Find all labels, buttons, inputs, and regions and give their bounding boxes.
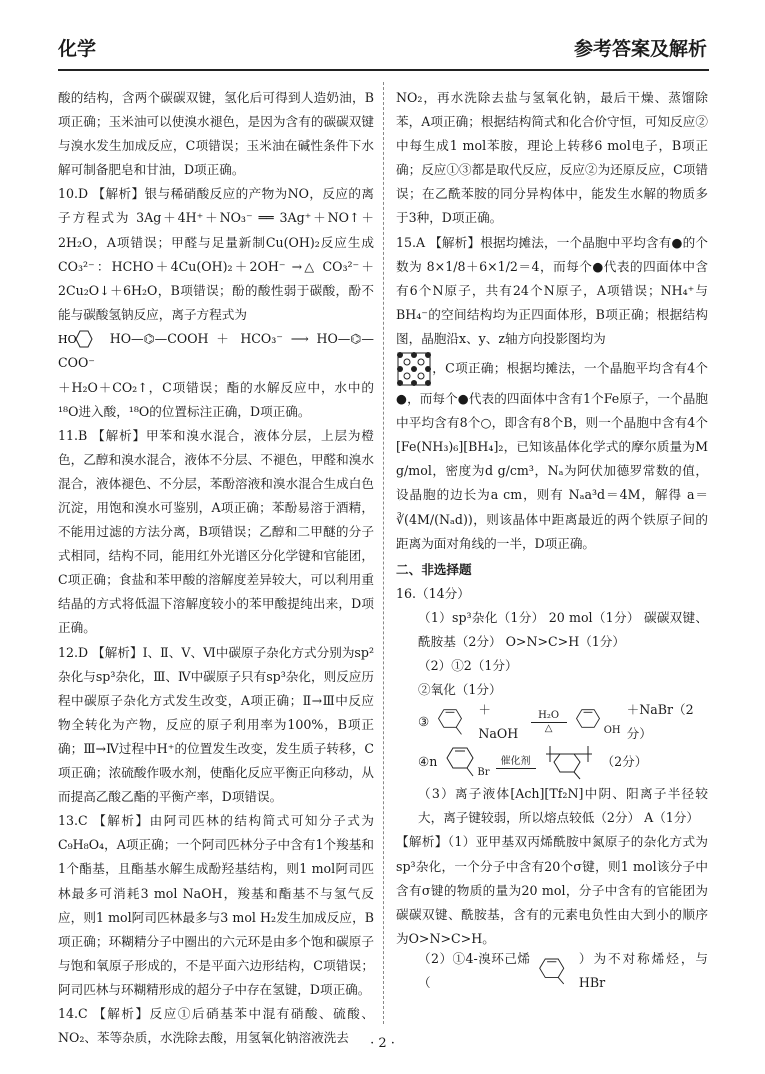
reaction-3-label: ③	[418, 714, 430, 730]
condition-bottom: △	[544, 722, 553, 734]
answer-10: 10.D 【解析】银与稀硝酸反应的产物为NO，反应的离子方程式为 3Ag＋4H⁺＋NO₃⁻ ══ 3Ag⁺＋NO↑＋2H₂O，A项错误；甲醛与足量新制Cu(OH)₂反应生成CO₃²⁻：HCHO＋4Cu(OH)₂＋2OH⁻ →△ CO₃²⁻＋2Cu₂O↓＋6H₂O，B项错误；酚的酸性弱于碳酸，酚不能与碳酸氢钠反应，离子方程式为	[58, 186, 374, 322]
reaction-4-score: （2分）	[601, 754, 648, 770]
q16-reaction-4	[396, 742, 708, 782]
right-column	[396, 86, 708, 991]
cyclohexene-br-icon	[435, 702, 472, 742]
q16-part2b: ②氧化（1分）	[418, 682, 502, 698]
analysis-2-end: ）为不对称烯烃，与HBr	[578, 950, 708, 990]
reaction-4-label: ④n	[418, 754, 438, 770]
subject-title: 化学	[58, 38, 97, 60]
polymerization-condition	[496, 756, 536, 769]
q16-title: 16.（14分）	[396, 585, 470, 601]
svg-text:HO: HO	[58, 333, 77, 347]
reactant-br: Br	[477, 767, 490, 779]
answer-15b: ，C项正确；根据均摊法，一个晶胞平均含有4个●，而每个●代表的四面体中含有1个Fe原子，一个晶胞中平均含有8个○，即含有8个B，则一个晶胞中含有4个[Fe(NH₃)₆][BH₄]₂，已知该晶体化学式的摩尔质量为M g/mol，密度为d g/cm³，Nₐ为阿伏加德罗常数的值，设晶胞的边长为a cm，则有 Nₐa³d＝4M，解得 a＝∛(4M/(Nₐd))，则该晶体中距离最近的两个铁原子间的距离为面对角线的一半，D项正确。	[396, 360, 708, 551]
answer-13: 13.C 【解析】由阿司匹林的结构简式可知分子式为C₉H₈O₄，A项正确；一个阿司匹林分子中含有1个羧基和1个酯基，且酯基水解生成酚羟基结构，则1 mol阿司匹林最多可消耗3 mol NaOH，羧基和酯基不与氢气反应，则1 mol阿司匹林最多与3 mol H₂发生加成反应，B项正确；环糊精分子中圈出的六元环是由多个饱和碳原子与饱和氧原子形成的，不是平面六边形结构，C项错误；阿司匹林与环糊精形成的超分子中存在氢键，D项正确。	[58, 813, 374, 997]
q16-reaction-3	[396, 702, 708, 742]
section-heading: 二、非选择题	[396, 561, 472, 577]
header-rule	[58, 69, 709, 71]
answer-14-cont: NO₂，再水洗除去盐与氢氧化钠，最后干燥、蒸馏除苯，A项正确；根据结构简式和化合价守恒，可知反应②中每生成1 mol苯胺，理论上转移6 mol电子，B项正确；反应①③都是取代反应，反应②为还原反应，C项错误；在乙酰苯胺的同分异构体中，能发生水解的物质多于3种，D项正确。	[396, 90, 708, 226]
analysis-1: 【解析】（1）亚甲基双丙烯酰胺中氮原子的杂化方式为sp³杂化，一个分子中含有20个σ键，则1 mol该分子中含有σ键的物质的量为20 mol，分子中含有的官能团为碳碳双键、酰胺基，含有的元素电负性由大到小的顺序为O>N>C>H。	[396, 834, 708, 946]
analysis-2-start: （2）①4-溴环己烯（	[418, 950, 530, 990]
reaction-condition	[531, 710, 567, 735]
crystal-projection-icon	[396, 351, 432, 387]
catalyst-label: 催化剂	[500, 755, 531, 767]
column-divider	[383, 82, 384, 1024]
answer-15a: 15.A 【解析】根据均摊法，一个晶胞中平均含有●的个数为 8×1/8＋6×1/2＝4，而每个●代表的四面体中含有6个N原子，共有24个N原子，A项错误；NH₄⁺与BH₄⁻的空间结构均为正四面体形，B项正确；根据结构图，晶胞沿x、y、z轴方向投影图均为	[396, 234, 708, 346]
benzene-ring-icon	[58, 327, 102, 351]
answer-14: 14.C 【解析】反应①后硝基苯中混有硝酸、硫酸、NO₂、苯等杂质，水洗除去酸，用氢氧化钠溶液洗去	[58, 1005, 374, 1046]
para-10-cont: ＋H₂O＋CO₂↑，C项错误；酯的水解反应中，水中的¹⁸O进入酸，¹⁸O的位置标注正确，D项正确。	[58, 379, 374, 419]
q16-part3: （3）离子液体[Ach][Tf₂N]中阴、阳离子半径较大，离子键较弱，所以熔点较低（2分） A（1分）	[418, 786, 708, 826]
q16-part1: （1）sp³杂化（1分） 20 mol（1分） 碳碳双键、酰胺基（2分） O>N>C>H（1分）	[418, 609, 708, 649]
answer-12: 12.D 【解析】Ⅰ、Ⅱ、Ⅴ、Ⅵ中碳原子杂化方式分别为sp²杂化与sp³杂化，Ⅲ、Ⅳ中碳原子只有sp³杂化，则反应历程中碳原子杂化方式发生改变，A项正确；Ⅱ→Ⅲ中反应物全转化为产物，反应的原子利用率为100%，B项正确；Ⅲ→Ⅳ过程中H⁺的位置发生改变，发生质子转移，C项正确；浓硫酸作吸水剂，使酯化反应平衡正向移动，从而提高乙酸乙酯的平衡产率，D项错误。	[58, 644, 374, 805]
polymer-icon	[542, 742, 596, 782]
para-9-cont: 酸的结构，含两个碳碳双键，氢化后可得到人造奶油，B项正确；玉米油可以使溴水褪色，是因为含有的碳碳双键与溴水发生加成反应，C项错误；玉米油在碱性条件下水解可制备肥皂和甘油，D项正确。	[58, 90, 374, 178]
page-number: · 2 ·	[370, 1036, 395, 1051]
equation-text: HO—⌬—COOH ＋ HCO₃⁻ ⟶ HO—⌬—COO⁻	[58, 330, 374, 371]
polymer-arrow	[496, 768, 536, 769]
condition-top: H₂O	[538, 709, 560, 721]
answer-11: 11.B 【解析】甲苯和溴水混合，液体分层，上层为橙色，乙醇和溴水混合，液体不分层、不褪色，甲醛和溴水混合，液体褪色、不分层，苯酚溶液和溴水混合生成白色沉淀，用饱和溴水可鉴别，A项正确；苯酚易溶于酒精，不能用过滤的方法分离，B项错误；乙醇和二甲醚的分子式相同，结构不同，能用红外光谱区分化学键和官能团，C项正确；食盐和苯甲酸的溶解度差异较大，可以利用重结晶的方式将低温下溶解度较小的苯甲酸提纯出来，D项正确。	[58, 427, 374, 636]
q16-part2a: （2）①2（1分）	[418, 658, 518, 674]
reagent-naoh: ＋NaOH	[478, 702, 519, 742]
product-oh: OH	[603, 725, 621, 737]
equation-phenol	[58, 327, 374, 376]
section-title: 参考答案及解析	[573, 38, 707, 60]
bromocyclohexene-icon	[536, 954, 573, 988]
reaction-3-score: ＋NaBr（2分）	[626, 702, 694, 742]
answer-15b-wrap	[396, 351, 708, 556]
left-column	[58, 86, 374, 1050]
analysis-2	[396, 951, 708, 991]
